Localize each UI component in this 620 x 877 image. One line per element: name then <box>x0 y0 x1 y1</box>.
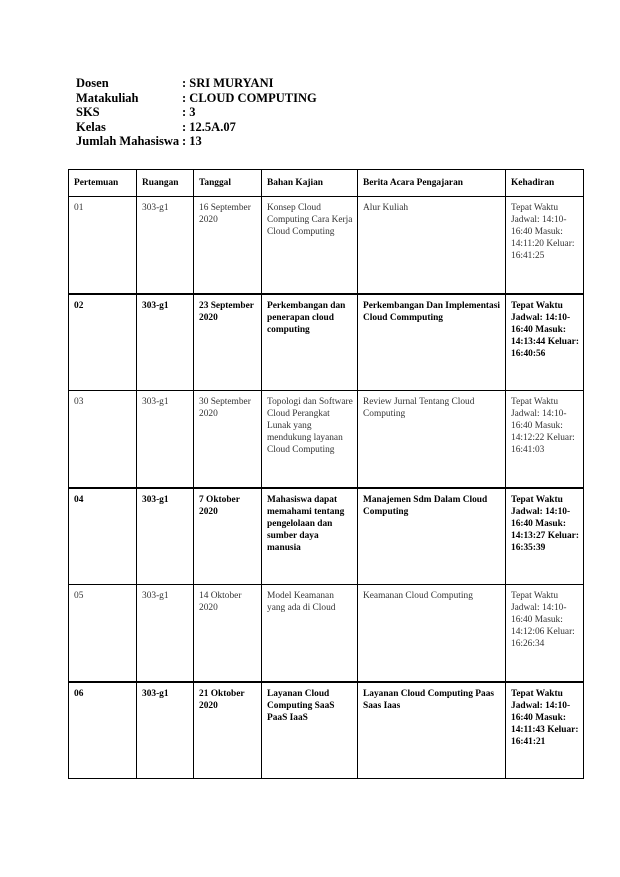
header-row-sks <box>76 105 317 120</box>
course-header <box>76 76 317 149</box>
cell-berita-acara: Layanan Cloud Computing Paas Saas Iaas <box>358 682 506 779</box>
jumlah-label: Jumlah Mahasiswa <box>76 134 180 148</box>
col-header-berita-acara: Berita Acara Pengajaran <box>358 170 506 197</box>
cell-tanggal: 21 Oktober 2020 <box>194 682 262 779</box>
table-row <box>69 391 584 488</box>
cell-ruangan: 303-g1 <box>137 585 194 682</box>
cell-tanggal: 14 Oktober 2020 <box>194 585 262 682</box>
header-row-matakuliah <box>76 91 317 106</box>
jumlah-value: : 13 <box>182 134 202 148</box>
cell-pertemuan: 05 <box>69 585 137 682</box>
cell-kehadiran: Tepat Waktu Jadwal: 14:10-16:40 Masuk: 14:12:22 Keluar: 16:41:03 <box>506 391 584 488</box>
cell-berita-acara: Alur Kuliah <box>358 197 506 294</box>
cell-pertemuan: 06 <box>69 682 137 779</box>
table-row <box>69 682 584 779</box>
attendance-table <box>68 169 584 779</box>
cell-kehadiran: Tepat Waktu Jadwal: 14:10-16:40 Masuk: 14:11:43 Keluar: 16:41:21 <box>506 682 584 779</box>
cell-berita-acara: Manajemen Sdm Dalam Cloud Computing <box>358 488 506 585</box>
header-row-kelas <box>76 120 317 135</box>
header-row-jumlah <box>76 134 317 149</box>
cell-pertemuan: 01 <box>69 197 137 294</box>
cell-bahan-kajian: Model Keamanan yang ada di Cloud <box>262 585 358 682</box>
cell-berita-acara: Perkembangan Dan Implementasi Cloud Commputing <box>358 294 506 391</box>
cell-kehadiran: Tepat Waktu Jadwal: 14:10-16:40 Masuk: 14:13:44 Keluar: 16:40:56 <box>506 294 584 391</box>
cell-berita-acara: Review Jurnal Tentang Cloud Computing <box>358 391 506 488</box>
matakuliah-value: : CLOUD COMPUTING <box>182 90 317 105</box>
cell-berita-acara: Keamanan Cloud Computing <box>358 585 506 682</box>
cell-ruangan: 303-g1 <box>137 391 194 488</box>
cell-kehadiran: Tepat Waktu Jadwal: 14:10-16:40 Masuk: 14:13:27 Keluar: 16:35:39 <box>506 488 584 585</box>
cell-pertemuan: 03 <box>69 391 137 488</box>
dosen-value: : SRI MURYANI <box>182 76 274 90</box>
table-row <box>69 294 584 391</box>
sks-label: SKS <box>76 105 100 119</box>
cell-tanggal: 7 Oktober 2020 <box>194 488 262 585</box>
col-header-bahan-kajian: Bahan Kajian <box>262 170 358 197</box>
table-row <box>69 488 584 585</box>
sks-value: : 3 <box>182 105 196 119</box>
cell-bahan-kajian: Mahasiswa dapat memahami tentang pengelolaan dan sumber daya manusia <box>262 488 358 585</box>
kelas-label: Kelas <box>76 119 106 134</box>
cell-ruangan: 303-g1 <box>137 488 194 585</box>
kelas-value: : 12.5A.07 <box>182 119 236 134</box>
table-header-row <box>69 170 584 197</box>
col-header-tanggal: Tanggal <box>194 170 262 197</box>
dosen-label: Dosen <box>76 76 109 90</box>
cell-ruangan: 303-g1 <box>137 682 194 779</box>
matakuliah-label: Matakuliah <box>76 90 139 105</box>
cell-bahan-kajian: Perkembangan dan penerapan cloud computing <box>262 294 358 391</box>
cell-tanggal: 30 September 2020 <box>194 391 262 488</box>
cell-bahan-kajian: Konsep Cloud Computing Cara Kerja Cloud Computing <box>262 197 358 294</box>
table-row <box>69 197 584 294</box>
cell-kehadiran: Tepat Waktu Jadwal: 14:10-16:40 Masuk: 14:11:20 Keluar: 16:41:25 <box>506 197 584 294</box>
cell-pertemuan: 04 <box>69 488 137 585</box>
cell-pertemuan: 02 <box>69 294 137 391</box>
cell-kehadiran: Tepat Waktu Jadwal: 14:10-16:40 Masuk: 14:12:06 Keluar: 16:26:34 <box>506 585 584 682</box>
table-row <box>69 585 584 682</box>
cell-ruangan: 303-g1 <box>137 197 194 294</box>
col-header-pertemuan: Pertemuan <box>69 170 137 197</box>
cell-bahan-kajian: Topologi dan Software Cloud Perangkat Lunak yang mendukung layanan Cloud Computing <box>262 391 358 488</box>
cell-bahan-kajian: Layanan Cloud Computing SaaS PaaS IaaS <box>262 682 358 779</box>
cell-ruangan: 303-g1 <box>137 294 194 391</box>
header-row-dosen <box>76 76 317 91</box>
col-header-ruangan: Ruangan <box>137 170 194 197</box>
cell-tanggal: 16 September 2020 <box>194 197 262 294</box>
cell-tanggal: 23 September 2020 <box>194 294 262 391</box>
col-header-kehadiran: Kehadiran <box>506 170 584 197</box>
